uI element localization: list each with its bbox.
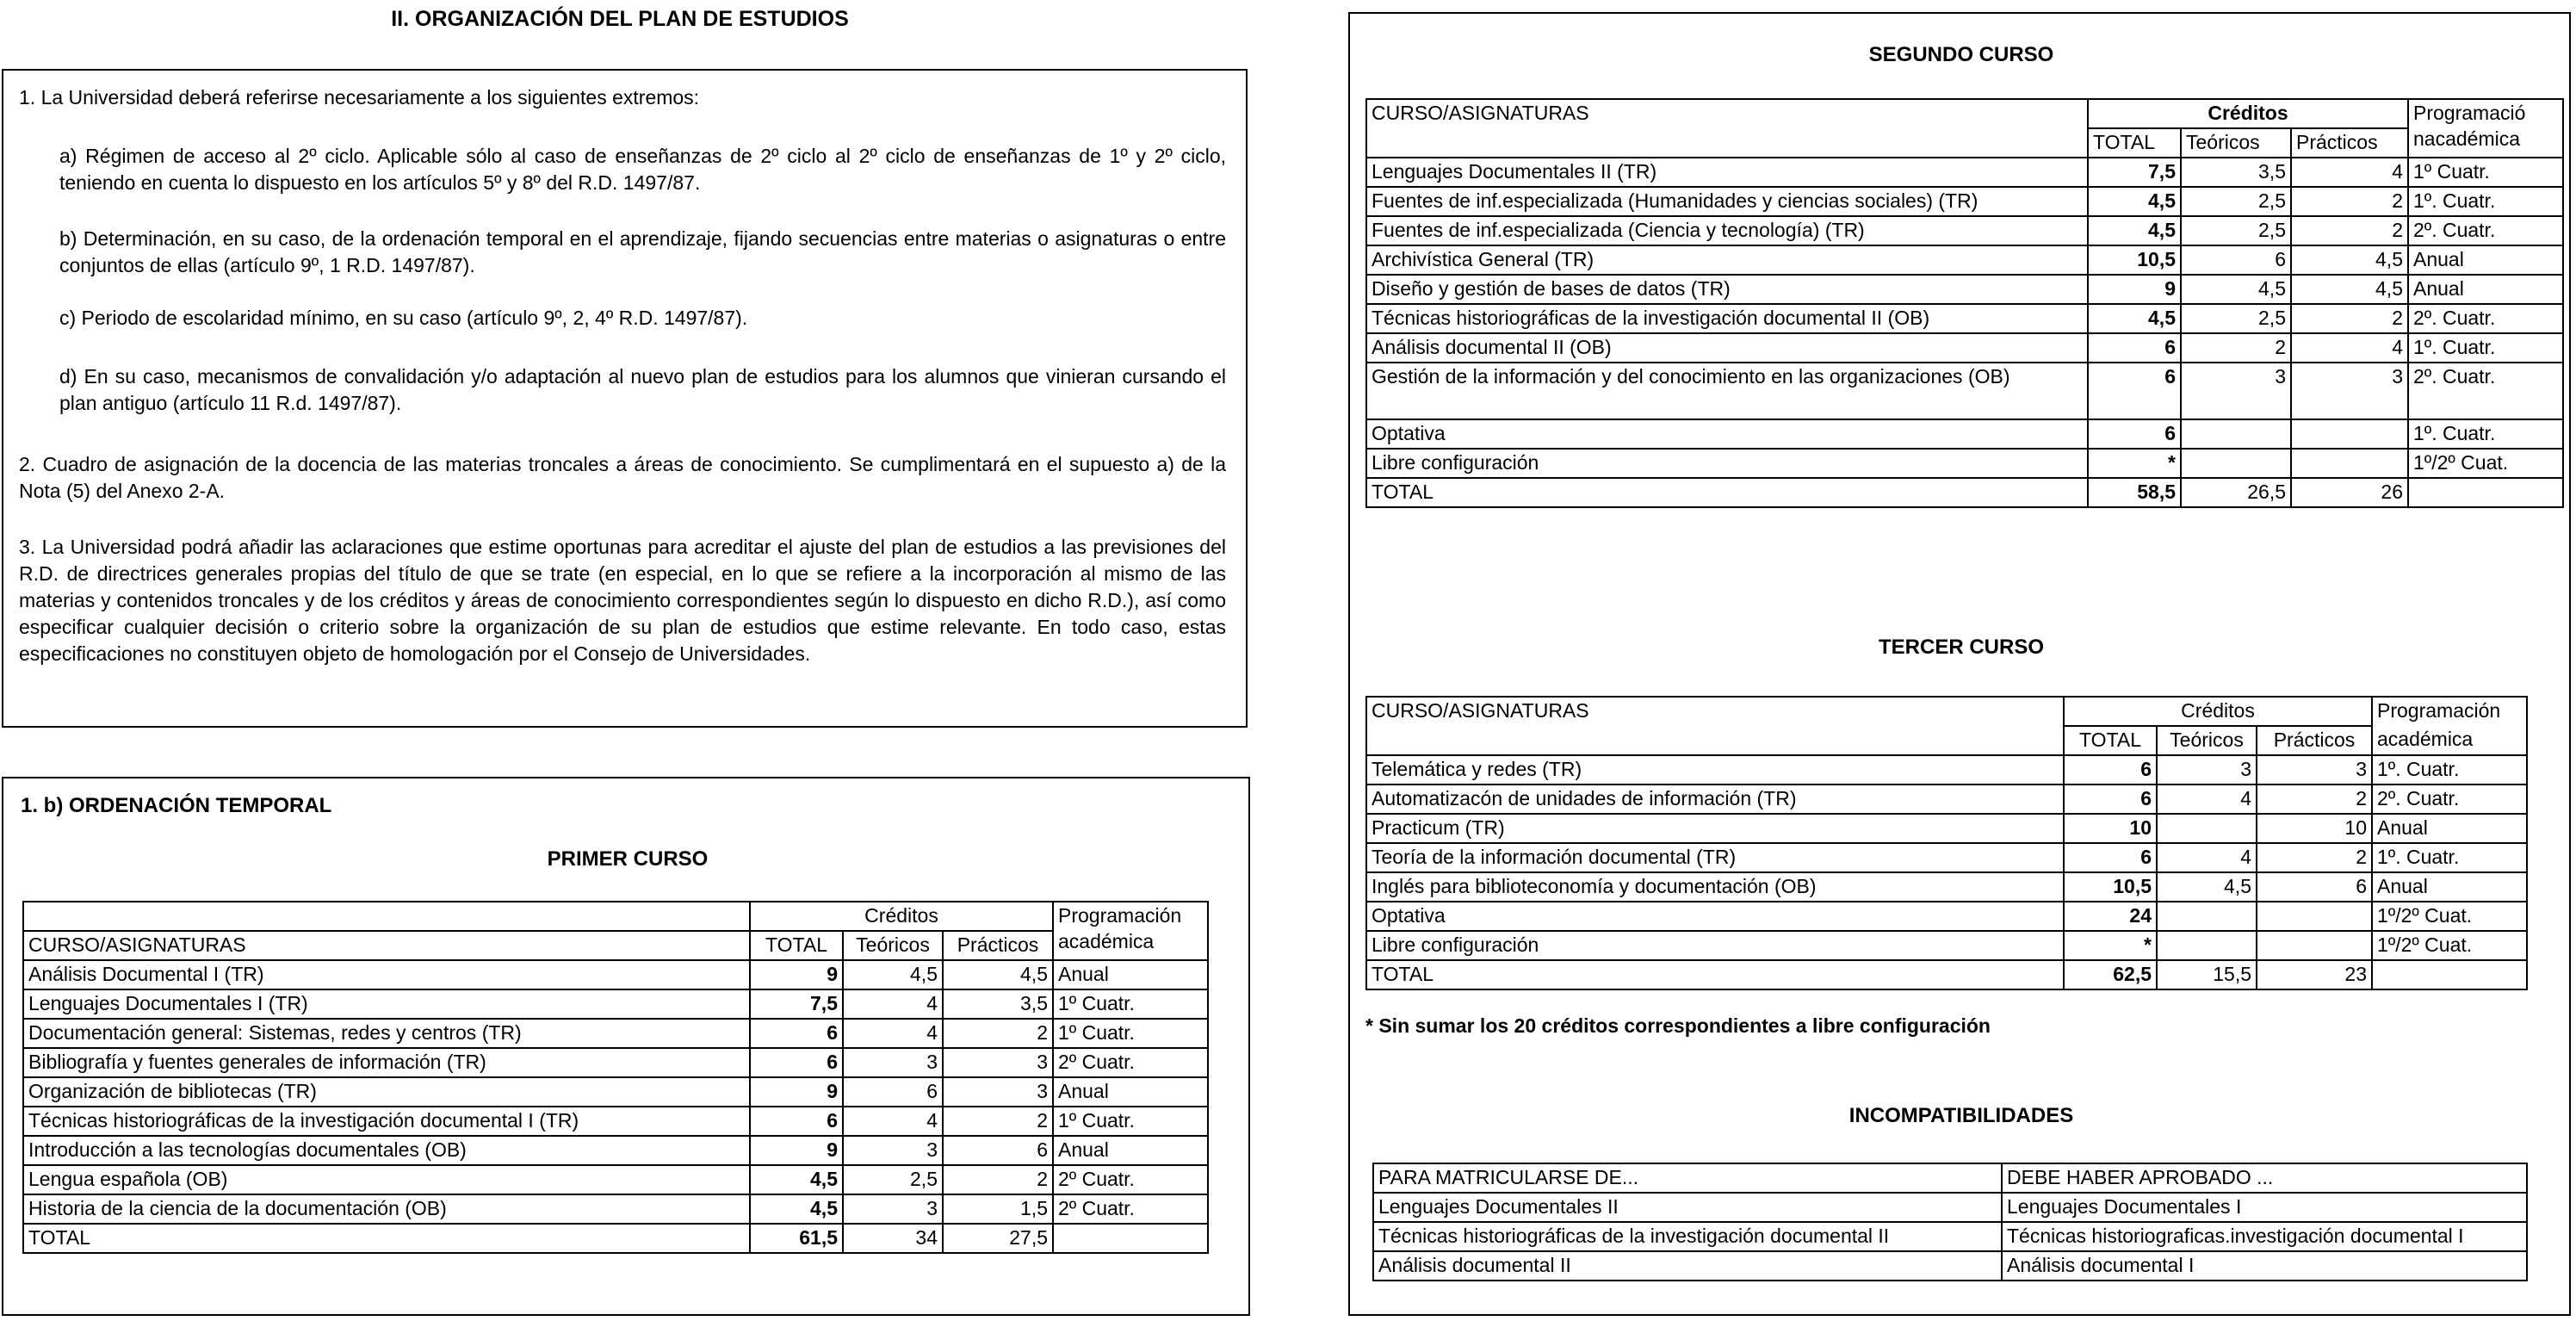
table-row [1366,419,2563,449]
programacion-cell: 2º Cuatr. [1053,1165,1208,1194]
total-cell: 6 [750,1019,843,1048]
total-cell: 6 [750,1107,843,1136]
teoricos-cell: 6 [843,1077,943,1107]
programacion-cell: 1º Cuatr. [2408,158,2563,187]
creditos-header: Créditos [2088,99,2408,128]
section-title: II. ORGANIZACIÓN DEL PLAN DE ESTUDIOS [391,7,849,31]
subject-cell: TOTAL [1366,960,2064,989]
intro-box [2,69,1248,728]
practicos-cell [2257,902,2372,931]
teoricos-cell [2157,814,2257,843]
table-row [1366,216,2563,245]
practicos-header: Prácticos [943,931,1053,960]
subject-cell: Gestión de la información y del conocimiento en las organizaciones (OB) [1366,363,2088,419]
teoricos-cell: 2,5 [2181,216,2291,245]
total-cell: 4,5 [750,1194,843,1224]
practicos-cell: 3 [943,1077,1053,1107]
programacion-cell: 1º. Cuatr. [2408,419,2563,449]
practicos-cell: 3 [2257,755,2372,785]
total-cell: 4,5 [2088,304,2181,333]
teoricos-cell: 26,5 [2181,478,2291,507]
practicos-cell [2257,931,2372,960]
programacion-cell: 1º Cuatr. [1053,989,1208,1019]
total-cell: 9 [2088,275,2181,304]
subject-cell: Fuentes de inf.especializada (Humanidades y ciencias sociales) (TR) [1366,187,2088,216]
practicos-cell: 4,5 [2291,245,2408,275]
table-row [1366,931,2527,960]
table-row [1366,785,2527,814]
practicos-cell: 2 [2257,843,2372,872]
subject-cell: Análisis documental II (OB) [1366,333,2088,363]
total-cell: * [2064,931,2157,960]
programacion-cell: 1º/2º Cuat. [2372,902,2527,931]
table-row [1366,245,2563,275]
teoricos-cell: 3 [843,1048,943,1077]
table-row [23,1107,1208,1136]
intro-pc: c) Periodo de escolaridad mínimo, en su caso (artículo 9º, 2, 4º R.D. 1497/87). [59,307,748,329]
table-row [23,989,1208,1019]
practicos-cell: 23 [2257,960,2372,989]
practicos-header: Prácticos [2257,726,2372,755]
primer-curso-table [22,901,1209,1254]
subject-cell: Libre configuración [1366,931,2064,960]
total-cell: 6 [2064,755,2157,785]
practicos-cell: 2 [2291,216,2408,245]
intro-p3: 3. La Universidad podrá añadir las aclaraciones que estime oportunas para acreditar el ajuste del plan de estudios a las previsiones del R.D. de directrices generales propias del título de que se trate (en especial, en lo que se refiere a la incorporación al mismo de las materias y contenidos troncales y de los créditos y áreas de conocimiento correspondientes según lo dispuesto en dicho R.D.), así como especificar cualquier decisión o criterio sobre la organización de su plan de estudios que estime relevante. En todo caso, estas especificaciones no constituyen objeto de homologación por el Consejo de Universidades. [19,536,1226,665]
total-cell: 62,5 [2064,960,2157,989]
total-cell: 61,5 [750,1224,843,1253]
practicos-cell: 6 [943,1136,1053,1165]
practicos-cell: 2 [943,1165,1053,1194]
subject-cell: Automatizacón de unidades de información (TR) [1366,785,2064,814]
table-row [1366,843,2527,872]
table-row [23,1077,1208,1107]
teoricos-cell: 2,5 [843,1165,943,1194]
ordenacion-title: 1. b) ORDENACIÓN TEMPORAL [21,794,332,817]
curso-header: CURSO/ASIGNATURAS [23,931,750,960]
total-cell: 9 [750,960,843,989]
tercer-footnote: * Sin sumar los 20 créditos correspondientes a libre configuración [1365,1014,1991,1037]
teoricos-cell: 2 [2181,333,2291,363]
incompatibilidades-title: INCOMPATIBILIDADES [1848,1104,2074,1127]
programacion-cell: 1º. Cuatr. [2408,333,2563,363]
programacion-cell: 2º Cuatr. [1053,1048,1208,1077]
table-row [23,1136,1208,1165]
total-cell: 6 [2064,843,2157,872]
total-cell: 4,5 [750,1165,843,1194]
total-cell: 6 [2088,363,2181,419]
practicos-cell: 3,5 [943,989,1053,1019]
total-cell: 6 [2064,785,2157,814]
table-row [1366,960,2527,989]
teoricos-cell: 4 [843,1107,943,1136]
programacion-header: Programación académica [1053,902,1208,960]
total-cell: 10 [2064,814,2157,843]
programacion-cell [2408,478,2563,507]
subject-cell: Libre configuración [1366,449,2088,478]
total-cell: 4,5 [2088,187,2181,216]
subject-cell: Optativa [1366,419,2088,449]
matricularse-cell: Análisis documental II [1373,1251,2002,1281]
subject-cell: Técnicas historiográficas de la investigación documental I (TR) [23,1107,750,1136]
total-cell: 9 [750,1136,843,1165]
table-row [1373,1251,2527,1281]
table-row [1366,755,2527,785]
practicos-cell: 2 [943,1019,1053,1048]
practicos-cell [2291,419,2408,449]
total-cell: 24 [2064,902,2157,931]
total-cell: 10,5 [2088,245,2181,275]
subject-cell: Lengua española (OB) [23,1165,750,1194]
teoricos-cell: 3 [843,1194,943,1224]
table-row [23,1019,1208,1048]
table-row [23,1165,1208,1194]
programacion-cell: Anual [2372,814,2527,843]
total-cell: 6 [2088,333,2181,363]
total-cell: 4,5 [2088,216,2181,245]
teoricos-cell: 3 [2181,363,2291,419]
teoricos-cell: 4 [2157,785,2257,814]
total-cell: 7,5 [2088,158,2181,187]
practicos-cell: 2 [2291,304,2408,333]
tercer-curso-title: TERCER CURSO [1878,636,2044,659]
incompat-header-a: PARA MATRICULARSE DE... [1373,1163,2002,1193]
teoricos-header: Teóricos [2181,128,2291,158]
teoricos-header: Teóricos [843,931,943,960]
aprobado-cell: Técnicas historiograficas.investigación documental I [2002,1222,2527,1251]
programacion-cell: 2º. Cuatr. [2372,785,2527,814]
curso-header: CURSO/ASIGNATURAS [1366,697,2064,755]
teoricos-cell [2181,419,2291,449]
table-row [23,1048,1208,1077]
subject-cell: Practicum (TR) [1366,814,2064,843]
table-row [1366,304,2563,333]
table-row [1366,902,2527,931]
total-cell: 58,5 [2088,478,2181,507]
practicos-header: Prácticos [2291,128,2408,158]
programacion-cell: 2º. Cuatr. [2408,363,2563,419]
practicos-cell: 2 [2257,785,2372,814]
total-cell: 9 [750,1077,843,1107]
programacion-cell [1053,1224,1208,1253]
programacion-cell: 1º/2º Cuat. [2372,931,2527,960]
programacion-cell: 1º Cuatr. [1053,1019,1208,1048]
programacion-cell: 1º. Cuatr. [2408,187,2563,216]
practicos-cell: 26 [2291,478,2408,507]
teoricos-cell: 4 [2157,843,2257,872]
total-cell: 6 [750,1048,843,1077]
practicos-cell: 3 [2291,363,2408,419]
total-header: TOTAL [2064,726,2157,755]
subject-cell: Lenguajes Documentales I (TR) [23,989,750,1019]
teoricos-cell: 4,5 [2157,872,2257,902]
table-row [1373,1222,2527,1251]
practicos-cell: 3 [943,1048,1053,1077]
subject-cell: Diseño y gestión de bases de datos (TR) [1366,275,2088,304]
intro-pb: b) Determinación, en su caso, de la ordenación temporal en el aprendizaje, fijando secuencias entre materias o asignaturas o entre conjuntos de ellas (artículo 9º, 1 R.D. 1497/87). [59,227,1226,276]
programacion-cell: Anual [1053,960,1208,989]
table-row [1373,1193,2527,1222]
aprobado-cell: Lenguajes Documentales I [2002,1193,2527,1222]
programacion-cell: 2º Cuatr. [1053,1194,1208,1224]
programacion-cell: Anual [1053,1077,1208,1107]
programacion-cell: Anual [2408,275,2563,304]
total-cell: 7,5 [750,989,843,1019]
teoricos-cell: 3 [843,1136,943,1165]
tercer-curso-table [1365,696,2528,990]
segundo-curso-title: SEGUNDO CURSO [1868,43,2054,66]
table-row [23,1194,1208,1224]
programacion-cell [2372,960,2527,989]
subject-cell: Lenguajes Documentales II (TR) [1366,158,2088,187]
total-cell: * [2088,449,2181,478]
practicos-cell: 4,5 [943,960,1053,989]
subject-cell: Archivística General (TR) [1366,245,2088,275]
total-header: TOTAL [2088,128,2181,158]
table-row [1366,363,2563,419]
teoricos-header: Teóricos [2157,726,2257,755]
practicos-cell: 2 [2291,187,2408,216]
subject-cell: Introducción a las tecnologías documentales (OB) [23,1136,750,1165]
practicos-cell: 4 [2291,333,2408,363]
teoricos-cell: 6 [2181,245,2291,275]
total-cell: 6 [2088,419,2181,449]
subject-cell: Análisis Documental I (TR) [23,960,750,989]
programacion-cell: 2º. Cuatr. [2408,304,2563,333]
table-row [1366,333,2563,363]
programacion-cell: 2º. Cuatr. [2408,216,2563,245]
subject-cell: TOTAL [23,1224,750,1253]
subject-cell: TOTAL [1366,478,2088,507]
programacion-cell: Anual [1053,1136,1208,1165]
subject-cell: Bibliografía y fuentes generales de información (TR) [23,1048,750,1077]
practicos-cell: 2 [943,1107,1053,1136]
teoricos-cell: 15,5 [2157,960,2257,989]
matricularse-cell: Técnicas historiográficas de la investigación documental II [1373,1222,2002,1251]
total-header: TOTAL [750,931,843,960]
matricularse-cell: Lenguajes Documentales II [1373,1193,2002,1222]
practicos-cell: 4 [2291,158,2408,187]
aprobado-cell: Análisis documental I [2002,1251,2527,1281]
intro-p2: 2. Cuadro de asignación de la docencia de las materias troncales a áreas de conocimiento. Se cumplimentará en el supuesto a) de la Nota (5) del Anexo 2-A. [19,453,1226,502]
intro-pd: d) En su caso, mecanismos de convalidación y/o adaptación al nuevo plan de estudios para los alumnos que vinieran cursando el plan antiguo (artículo 11 R.d. 1497/87). [59,365,1226,414]
practicos-cell: 1,5 [943,1194,1053,1224]
practicos-cell [2291,449,2408,478]
segundo-curso-table [1365,98,2564,508]
subject-cell: Organización de bibliotecas (TR) [23,1077,750,1107]
incompatibilidades-table [1372,1163,2528,1281]
total-cell: 10,5 [2064,872,2157,902]
teoricos-cell: 4,5 [2181,275,2291,304]
teoricos-cell: 2,5 [2181,304,2291,333]
subject-cell: Técnicas historiográficas de la investigación documental II (OB) [1366,304,2088,333]
practicos-cell: 10 [2257,814,2372,843]
programacion-cell: 1º/2º Cuat. [2408,449,2563,478]
subject-cell: Teoría de la información documental (TR) [1366,843,2064,872]
subject-cell: Telemática y redes (TR) [1366,755,2064,785]
table-row [1366,814,2527,843]
subject-cell: Historia de la ciencia de la documentación (OB) [23,1194,750,1224]
table-row [1366,187,2563,216]
practicos-cell: 27,5 [943,1224,1053,1253]
teoricos-cell: 3,5 [2181,158,2291,187]
teoricos-cell [2157,931,2257,960]
table-row [23,960,1208,989]
table-row [1366,158,2563,187]
ordenacion-box [2,777,1250,1316]
primer-curso-title: PRIMER CURSO [547,847,709,871]
teoricos-cell [2157,902,2257,931]
programacion-header: Programación [2372,697,2527,726]
table-row [1366,872,2527,902]
creditos-header: Créditos [750,902,1053,931]
practicos-cell: 4,5 [2291,275,2408,304]
table-row [23,1224,1208,1253]
practicos-cell: 6 [2257,872,2372,902]
table-row [1366,275,2563,304]
teoricos-cell: 3 [2157,755,2257,785]
teoricos-cell: 4 [843,989,943,1019]
subject-cell: Inglés para biblioteconomía y documentación (OB) [1366,872,2064,902]
programacion-cell: 1º. Cuatr. [2372,755,2527,785]
teoricos-cell: 4 [843,1019,943,1048]
teoricos-cell [2181,449,2291,478]
teoricos-cell: 2,5 [2181,187,2291,216]
intro-pa: a) Régimen de acceso al 2º ciclo. Aplicable sólo al caso de enseñanzas de 2º ciclo al 2º ciclo de enseñanzas de 1º y 2º ciclo, teniendo en cuenta lo dispuesto en los artículos 5º y 8º del R.D. 1497/87. [59,145,1226,194]
table-row [1366,478,2563,507]
programacion-cell: Anual [2408,245,2563,275]
programacion-cell: Anual [2372,872,2527,902]
academica-header: académica [2372,726,2527,755]
curso-header: CURSO/ASIGNATURAS [1366,99,2088,158]
teoricos-cell: 4,5 [843,960,943,989]
creditos-header: Créditos [2064,697,2372,726]
incompat-header-b: DEBE HABER APROBADO ... [2002,1163,2527,1193]
intro-p1: 1. La Universidad deberá referirse necesariamente a los siguientes extremos: [19,86,700,109]
subject-cell: Documentación general: Sistemas, redes y centros (TR) [23,1019,750,1048]
programacion-cell: 1º Cuatr. [1053,1107,1208,1136]
right-box [1348,12,2571,1316]
subject-cell: Optativa [1366,902,2064,931]
programacion-header: Programació nacadémica [2408,99,2563,158]
table-row [1366,449,2563,478]
programacion-cell: 1º. Cuatr. [2372,843,2527,872]
teoricos-cell: 34 [843,1224,943,1253]
subject-cell: Fuentes de inf.especializada (Ciencia y tecnología) (TR) [1366,216,2088,245]
